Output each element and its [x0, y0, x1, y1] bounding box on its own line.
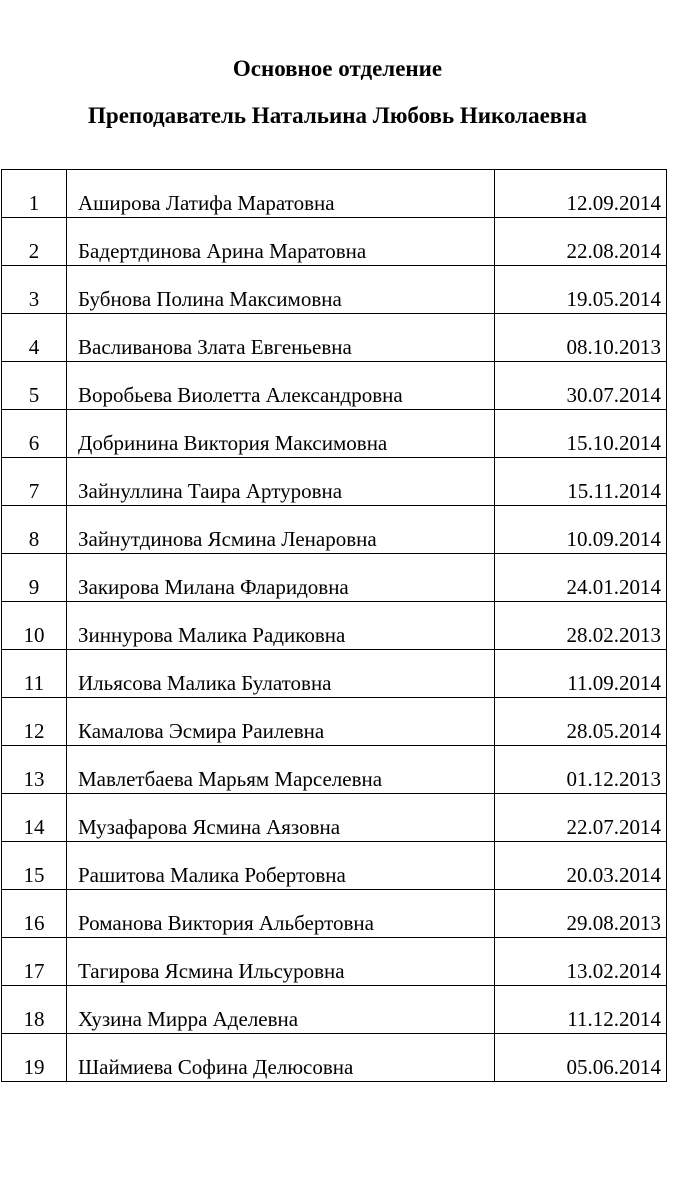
student-name-cell: Зайнуллина Таира Артуровна [67, 458, 495, 506]
student-table-body [2, 170, 667, 1082]
table-row [2, 506, 667, 554]
table-row [2, 314, 667, 362]
birth-date-cell: 29.08.2013 [495, 890, 667, 938]
table-row [2, 362, 667, 410]
birth-date-cell: 28.02.2013 [495, 602, 667, 650]
birth-date-cell: 01.12.2013 [495, 746, 667, 794]
student-name-cell: Зиннурова Малика Радиковна [67, 602, 495, 650]
birth-date-cell: 22.08.2014 [495, 218, 667, 266]
student-name-cell: Бадертдинова Арина Маратовна [67, 218, 495, 266]
birth-date-cell: 15.10.2014 [495, 410, 667, 458]
birth-date-cell: 19.05.2014 [495, 266, 667, 314]
table-row [2, 746, 667, 794]
row-number-cell: 13 [2, 746, 67, 794]
student-name-cell: Зайнутдинова Ясмина Ленаровна [67, 506, 495, 554]
table-row [2, 410, 667, 458]
row-number-cell: 8 [2, 506, 67, 554]
row-number-cell: 12 [2, 698, 67, 746]
student-name-cell: Камалова Эсмира Раилевна [67, 698, 495, 746]
student-table [1, 169, 667, 1082]
birth-date-cell: 15.11.2014 [495, 458, 667, 506]
table-row [2, 650, 667, 698]
student-name-cell: Мавлетбаева Марьям Марселевна [67, 746, 495, 794]
table-row [2, 890, 667, 938]
birth-date-cell: 13.02.2014 [495, 938, 667, 986]
birth-date-cell: 20.03.2014 [495, 842, 667, 890]
row-number-cell: 2 [2, 218, 67, 266]
birth-date-cell: 30.07.2014 [495, 362, 667, 410]
birth-date-cell: 28.05.2014 [495, 698, 667, 746]
row-number-cell: 17 [2, 938, 67, 986]
row-number-cell: 11 [2, 650, 67, 698]
student-name-cell: Аширова Латифа Маратовна [67, 170, 495, 218]
table-row [2, 458, 667, 506]
student-name-cell: Васливанова Злата Евгеньевна [67, 314, 495, 362]
row-number-cell: 10 [2, 602, 67, 650]
row-number-cell: 18 [2, 986, 67, 1034]
student-name-cell: Воробьева Виолетта Александровна [67, 362, 495, 410]
student-name-cell: Шаймиева Софина Делюсовна [67, 1034, 495, 1082]
row-number-cell: 6 [2, 410, 67, 458]
student-name-cell: Музафарова Ясмина Аязовна [67, 794, 495, 842]
birth-date-cell: 11.12.2014 [495, 986, 667, 1034]
row-number-cell: 9 [2, 554, 67, 602]
student-name-cell: Романова Виктория Альбертовна [67, 890, 495, 938]
row-number-cell: 14 [2, 794, 67, 842]
birth-date-cell: 08.10.2013 [495, 314, 667, 362]
department-title: Основное отделение [232, 56, 443, 81]
student-name-cell: Тагирова Ясмина Ильсуровна [67, 938, 495, 986]
table-row [2, 986, 667, 1034]
table-row [2, 938, 667, 986]
table-row [2, 794, 667, 842]
student-name-cell: Закирова Милана Фларидовна [67, 554, 495, 602]
birth-date-cell: 10.09.2014 [495, 506, 667, 554]
birth-date-cell: 22.07.2014 [495, 794, 667, 842]
row-number-cell: 5 [2, 362, 67, 410]
student-name-cell: Рашитова Малика Робертовна [67, 842, 495, 890]
row-number-cell: 15 [2, 842, 67, 890]
table-row [2, 602, 667, 650]
row-number-cell: 16 [2, 890, 67, 938]
table-row [2, 170, 667, 218]
row-number-cell: 19 [2, 1034, 67, 1082]
student-name-cell: Ильясова Малика Булатовна [67, 650, 495, 698]
row-number-cell: 4 [2, 314, 67, 362]
table-row [2, 698, 667, 746]
birth-date-cell: 24.01.2014 [495, 554, 667, 602]
birth-date-cell: 11.09.2014 [495, 650, 667, 698]
table-row [2, 842, 667, 890]
row-number-cell: 7 [2, 458, 67, 506]
row-number-cell: 3 [2, 266, 67, 314]
table-row [2, 554, 667, 602]
teacher-title: Преподаватель Натальина Любовь Николаевна [88, 103, 587, 128]
table-row [2, 266, 667, 314]
table-row [2, 218, 667, 266]
student-name-cell: Бубнова Полина Максимовна [67, 266, 495, 314]
birth-date-cell: 12.09.2014 [495, 170, 667, 218]
student-name-cell: Хузина Мирра Аделевна [67, 986, 495, 1034]
table-row [2, 1034, 667, 1082]
row-number-cell: 1 [2, 170, 67, 218]
birth-date-cell: 05.06.2014 [495, 1034, 667, 1082]
student-name-cell: Добринина Виктория Максимовна [67, 410, 495, 458]
